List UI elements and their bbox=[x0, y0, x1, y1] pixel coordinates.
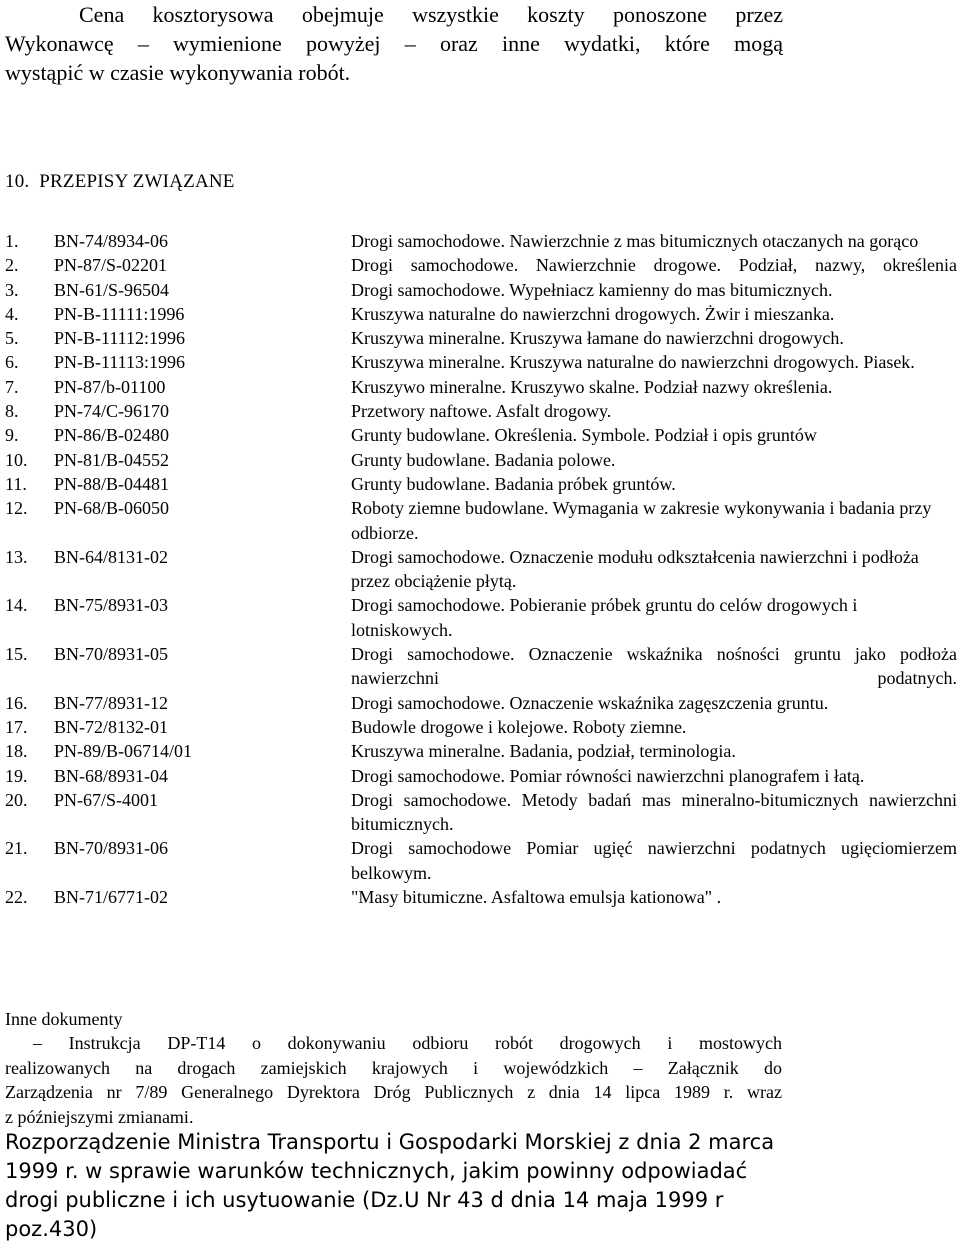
reference-item bbox=[5, 836, 960, 885]
reference-item bbox=[5, 545, 960, 594]
reference-description: Drogi samochodowe. Metody badań mas mineralno-bitumicznych nawierzchni bitumicznych. bbox=[351, 789, 957, 835]
reference-item bbox=[5, 715, 960, 739]
reference-number: 9. bbox=[5, 425, 19, 446]
intro-line: Wykonawcę – wymienione powyżej – oraz inne wydatki, które mogą bbox=[5, 31, 783, 56]
reference-code: PN-67/S-4001 bbox=[54, 789, 159, 810]
reference-description: Drogi samochodowe. Oznaczenie modułu odkształcenia nawierzchni i podłoża przez obciążenie płytą. bbox=[351, 546, 919, 592]
instruction-line: – Instrukcja DP-T14 o dokonywaniu odbioru robót drogowych i mostowych bbox=[33, 1033, 782, 1053]
reference-number: 11. bbox=[5, 473, 27, 494]
reference-number: 14. bbox=[5, 595, 28, 616]
reference-description: Grunty budowlane. Badania próbek gruntów. bbox=[351, 473, 676, 494]
reference-number: 19. bbox=[5, 765, 28, 786]
reference-description: Drogi samochodowe. Pobieranie próbek gruntu do celów drogowych i lotniskowych. bbox=[351, 595, 858, 640]
reference-item bbox=[5, 642, 960, 691]
reference-code: BN-72/8132-01 bbox=[54, 716, 168, 737]
reference-code: BN-71/6771-02 bbox=[54, 887, 168, 908]
reference-description: Kruszywa naturalne do nawierzchni drogowych. Żwir i mieszanka. bbox=[351, 303, 835, 324]
reference-description: Drogi samochodowe. Oznaczenie wskaźnika nośności gruntu jako podłoża nawierzchni podatnych. bbox=[351, 644, 957, 689]
reference-number: 20. bbox=[5, 789, 28, 810]
reference-item bbox=[5, 278, 960, 302]
reference-item bbox=[5, 885, 960, 909]
reference-description: Grunty budowlane. Określenia. Symbole. Podział i opis gruntów bbox=[351, 425, 817, 446]
instruction-line: Zarządzenia nr 7/89 Generalnego Dyrektora Dróg Publicznych z dnia 14 lipca 1989 r. wraz bbox=[5, 1082, 782, 1102]
reference-item bbox=[5, 423, 960, 447]
intro-line: Cena kosztorysowa obejmuje wszystkie koszty ponoszone przez bbox=[79, 2, 783, 27]
reference-number: 7. bbox=[5, 376, 19, 397]
reference-item bbox=[5, 399, 960, 423]
reference-number: 17. bbox=[5, 716, 28, 737]
reference-description: Drogi samochodowe. Pomiar równości nawierzchni planografem i łatą. bbox=[351, 765, 865, 786]
reference-number: 5. bbox=[5, 328, 19, 349]
reference-item bbox=[5, 326, 960, 350]
reference-code: PN-86/B-02480 bbox=[54, 425, 170, 446]
instruction-line: realizowanych na drogach zamiejskich krajowych i wojewódzkich – Załącznik do bbox=[5, 1057, 782, 1078]
reference-code: BN-64/8131-02 bbox=[54, 546, 168, 567]
reference-code: PN-68/B-06050 bbox=[54, 498, 170, 519]
reference-description: Kruszywa mineralne. Kruszywa naturalne do nawierzchni drogowych. Piasek. bbox=[351, 352, 915, 373]
reference-item bbox=[5, 788, 960, 837]
reference-code: PN-B-11113:1996 bbox=[54, 352, 186, 373]
reference-description: Budowle drogowe i kolejowe. Roboty ziemne. bbox=[351, 716, 687, 737]
reference-description: Kruszywa mineralne. Badania, podział, terminologia. bbox=[351, 741, 736, 762]
reference-item bbox=[5, 448, 960, 472]
reference-code: BN-75/8931-03 bbox=[54, 595, 168, 616]
reference-number: 15. bbox=[5, 644, 28, 665]
section-number: 10. bbox=[5, 171, 30, 192]
reference-description: Roboty ziemne budowlane. Wymagania w zakresie wykonywania i badania przy odbiorze. bbox=[351, 498, 932, 543]
reference-code: BN-70/8931-05 bbox=[54, 644, 168, 665]
reference-item bbox=[5, 375, 960, 399]
reference-code: PN-74/C-96170 bbox=[54, 401, 170, 422]
reference-code: PN-88/B-04481 bbox=[54, 473, 170, 494]
reference-item bbox=[5, 350, 960, 374]
reference-description: Kruszywo mineralne. Kruszywo skalne. Podział nazwy określenia. bbox=[351, 376, 833, 397]
reference-code: PN-87/S-02201 bbox=[54, 255, 168, 276]
reference-description: Drogi samochodowe. Oznaczenie wskaźnika zagęszczenia gruntu. bbox=[351, 692, 829, 713]
reference-code: PN-87/b-01100 bbox=[54, 376, 166, 397]
reference-description: Drogi samochodowe Pomiar ugięć nawierzchni podatnych ugięciomierzem belkowym. bbox=[351, 838, 957, 883]
reference-item bbox=[5, 302, 960, 326]
section-heading bbox=[5, 170, 235, 194]
reference-code: PN-B-11112:1996 bbox=[54, 328, 186, 349]
reference-code: BN-70/8931-06 bbox=[54, 838, 168, 859]
reference-item bbox=[5, 472, 960, 496]
references-list bbox=[5, 229, 960, 909]
reference-code: PN-89/B-06714/01 bbox=[54, 741, 193, 762]
reference-number: 1. bbox=[5, 231, 19, 251]
reference-number: 2. bbox=[5, 255, 19, 276]
instruction-paragraph bbox=[5, 1031, 782, 1129]
instruction-line: z późniejszymi zmianami. bbox=[5, 1106, 194, 1127]
regulation-line: poz.430) bbox=[5, 1217, 98, 1241]
intro-line: wystąpić w czasie wykonywania robót. bbox=[5, 60, 351, 85]
reference-description: Drogi samochodowe. Nawierzchnie drogowe. Podział, nazwy, określenia bbox=[351, 255, 957, 276]
reference-code: BN-77/8931-12 bbox=[54, 692, 168, 713]
reference-number: 8. bbox=[5, 401, 19, 422]
reference-number: 22. bbox=[5, 887, 28, 908]
regulation-line: 1999 r. w sprawie warunków technicznych, jakim powinny odpowiadać bbox=[5, 1159, 748, 1183]
regulation-line: Rozporządzenie Ministra Transportu i Gospodarki Morskiej z dnia 2 marca bbox=[5, 1130, 775, 1154]
reference-number: 21. bbox=[5, 838, 28, 859]
reference-item bbox=[5, 691, 960, 715]
reference-number: 3. bbox=[5, 279, 19, 300]
regulation-paragraph bbox=[5, 1128, 775, 1244]
reference-code: BN-68/8931-04 bbox=[54, 765, 168, 786]
reference-item bbox=[5, 764, 960, 788]
reference-number: 12. bbox=[5, 498, 28, 519]
reference-code: BN-74/8934-06 bbox=[54, 231, 168, 251]
reference-number: 18. bbox=[5, 741, 28, 762]
reference-number: 6. bbox=[5, 352, 19, 373]
reference-item bbox=[5, 229, 960, 253]
reference-item bbox=[5, 739, 960, 763]
reference-number: 10. bbox=[5, 449, 28, 470]
reference-description: Grunty budowlane. Badania polowe. bbox=[351, 449, 616, 470]
reference-description: Przetwory naftowe. Asfalt drogowy. bbox=[351, 401, 612, 422]
other-documents-heading: Inne dokumenty bbox=[5, 1009, 123, 1029]
reference-number: 13. bbox=[5, 546, 28, 567]
reference-code: BN-61/S-96504 bbox=[54, 279, 170, 300]
reference-code: PN-B-11111:1996 bbox=[54, 303, 185, 324]
reference-item bbox=[5, 253, 960, 277]
reference-item bbox=[5, 496, 960, 545]
section-title: PRZEPISY ZWIĄZANE bbox=[39, 171, 235, 192]
reference-description: Drogi samochodowe. Nawierzchnie z mas bitumicznych otaczanych na gorąco bbox=[351, 231, 919, 251]
reference-description: "Masy bitumiczne. Asfaltowa emulsja kationowa" . bbox=[351, 887, 722, 908]
intro-paragraph bbox=[5, 0, 783, 87]
reference-code: PN-81/B-04552 bbox=[54, 449, 170, 470]
reference-number: 4. bbox=[5, 303, 19, 324]
reference-description: Drogi samochodowe. Wypełniacz kamienny do mas bitumicznych. bbox=[351, 279, 833, 300]
reference-item bbox=[5, 593, 960, 642]
regulation-line: drogi publiczne i ich usytuowanie (Dz.U Nr 43 d dnia 14 maja 1999 r bbox=[5, 1188, 724, 1212]
reference-description: Kruszywa mineralne. Kruszywa łamane do nawierzchni drogowych. bbox=[351, 328, 844, 349]
reference-number: 16. bbox=[5, 692, 28, 713]
